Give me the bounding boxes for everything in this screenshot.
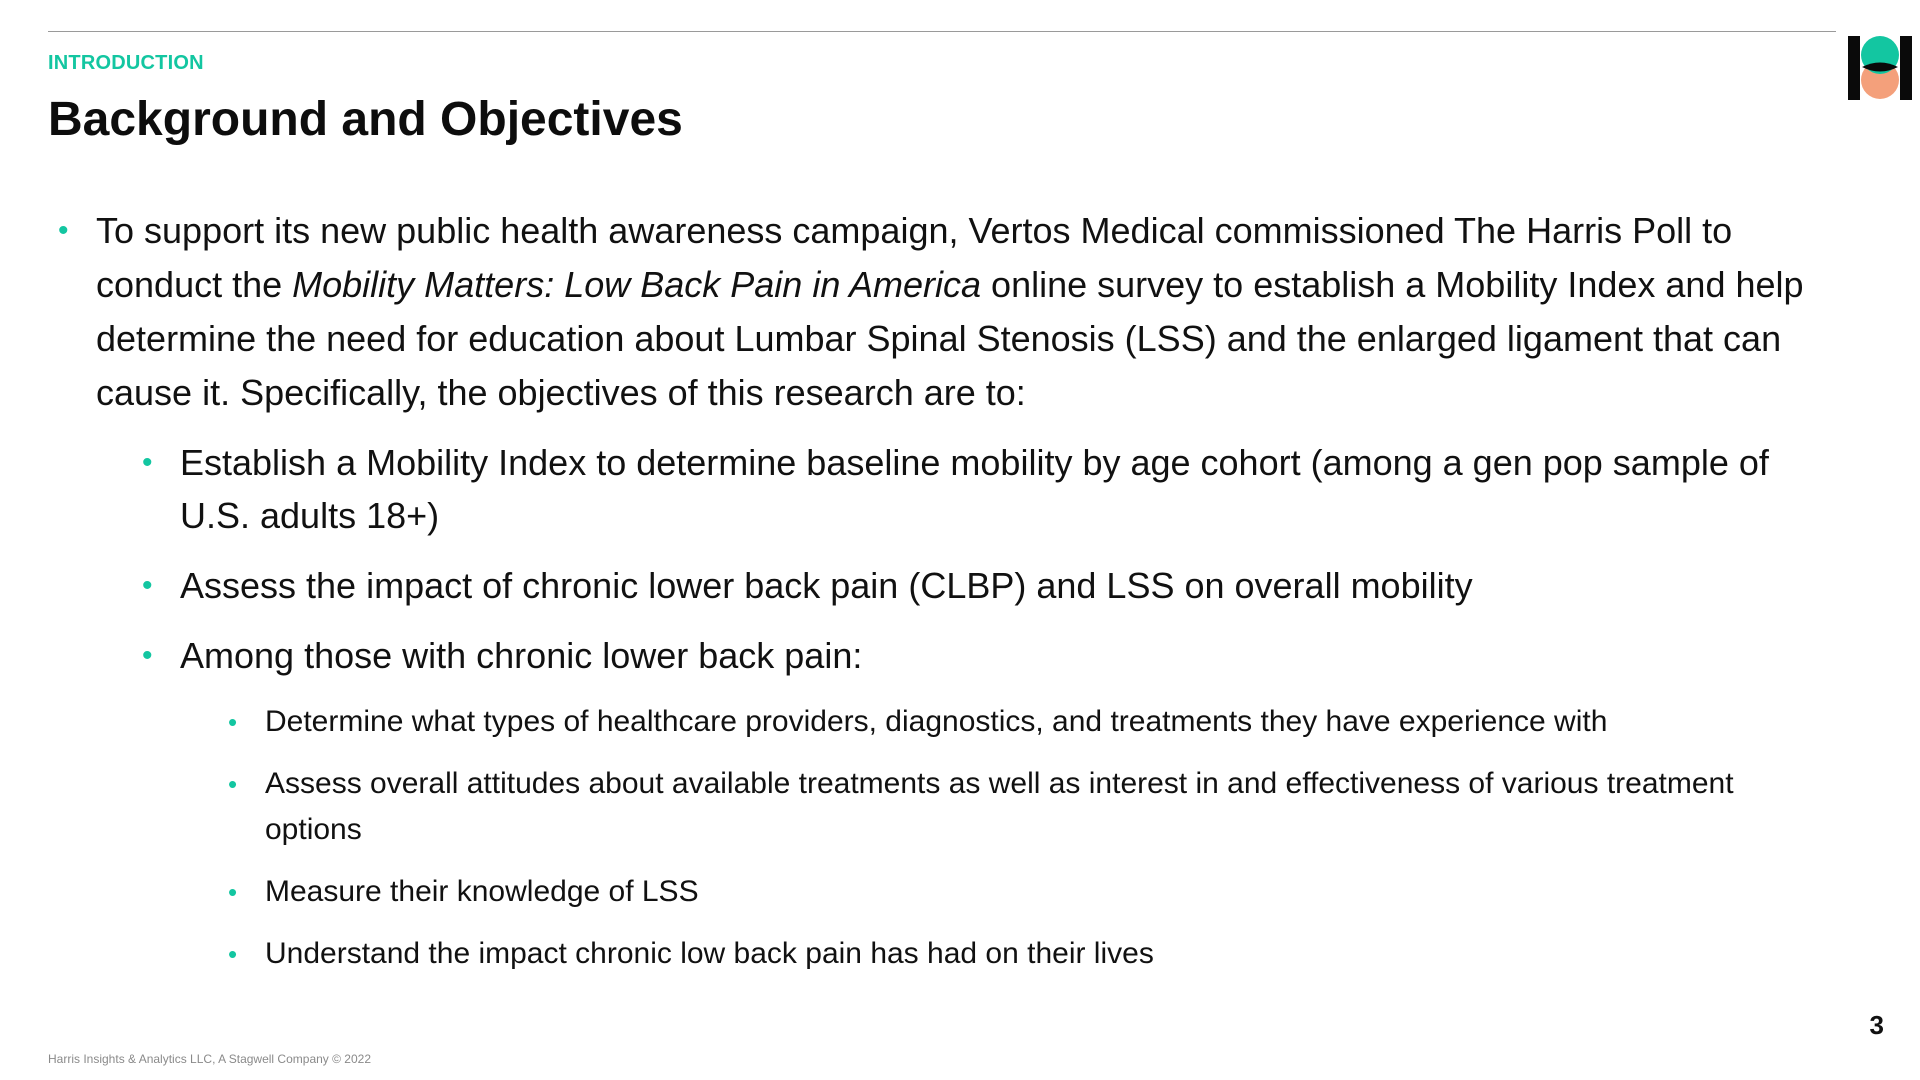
section-label: INTRODUCTION <box>48 52 204 74</box>
footer-copyright: Harris Insights & Analytics LLC, A Stagwell Company © 2022 <box>48 1052 371 1066</box>
harris-poll-logo-icon <box>1848 36 1912 100</box>
top-divider <box>48 31 1836 32</box>
objective-item: • Among those with chronic lower back pain: <box>48 629 1808 682</box>
objective-item: • Assess the impact of chronic lower back pain (CLBP) and LSS on overall mobility <box>48 559 1808 612</box>
survey-name: Mobility Matters: Low Back Pain in America <box>292 264 982 305</box>
intro-text-start: To support its new public health awareness campaign, Vertos Medical commissioned The Harris Poll to conduct the <box>96 210 1733 305</box>
sub-objective-item: • Understand the impact chronic low back pain has had on their lives <box>48 931 1808 977</box>
slide-content <box>48 204 1808 993</box>
sub-objective-item: • Determine what types of healthcare providers, diagnostics, and treatments they have experience with <box>48 699 1808 745</box>
objective-item: • Establish a Mobility Index to determine baseline mobility by age cohort (among a gen pop sample of U.S. adults 18+) <box>48 436 1808 542</box>
intro-paragraph <box>48 204 1808 420</box>
intro-text-end: online survey to establish a Mobility Index and help determine the need for education about Lumbar Spinal Stenosis (LSS) and the enlarged ligament that can cause it. Specifically, the objectives of this research are to: <box>96 264 1804 413</box>
sub-objective-item: • Measure their knowledge of LSS <box>48 869 1808 915</box>
page-number: 3 <box>1869 1010 1884 1040</box>
page-title: Background and Objectives <box>48 93 683 146</box>
sub-objective-item: • Assess overall attitudes about available treatments as well as interest in and effectiveness of various treatment options <box>48 761 1808 853</box>
